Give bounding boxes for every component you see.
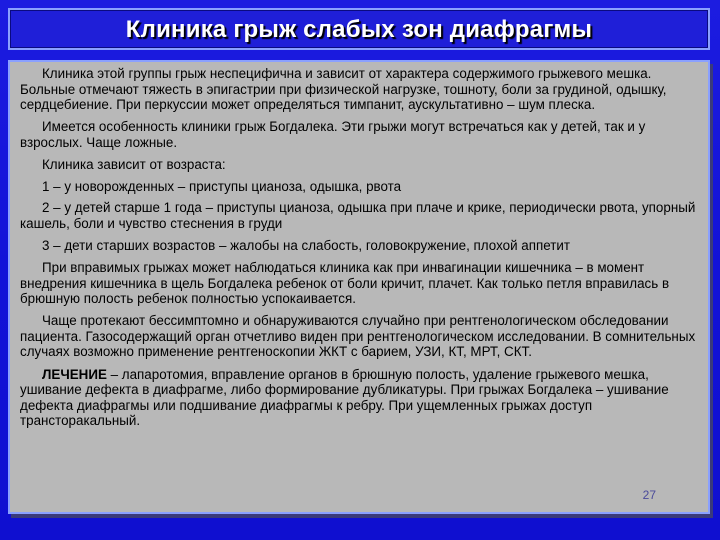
paragraph-clinical-picture: Клиника этой группы грыж неспецифична и зависит от характера содержимого грыжевого мешка. Больные отмечают тяжесть в эпигастрии при физической нагрузке, тошноту, боли за грудиной, одышку, сердцебиение. При перкуссии может определяться тимпанит, аускультативно – шум плеска. xyxy=(20,66,667,113)
paragraph-age-intro: Клиника зависит от возраста: xyxy=(42,156,226,172)
content-box xyxy=(8,60,710,514)
paragraph-bochdalek-feature: Имеется особенность клиники грыж Богдалека. Эти грыжи могут встречаться как у детей, так и у взрослых. Чаще ложные. xyxy=(20,119,646,150)
paragraph-asymptomatic: Чаще протекают бессимптомно и обнаруживаются случайно при рентгенологическом обследовании пациента. Газосодержащий орган отчетливо виден при рентгенологическом исследовании. В сомнительных случаях возможно применение рентгеноскопии ЖКТ с барием, УЗИ, КТ, МРТ, СКТ. xyxy=(20,313,696,360)
paragraph-age-newborns: 1 – у новорожденных – приступы цианоза, одышка, рвота xyxy=(42,178,402,194)
paragraph-age-over-one-year: 2 – у детей старше 1 года – приступы цианоза, одышка при плаче и крике, периодически рвота, упорный кашель, боли и чувство стеснения в груди xyxy=(20,200,696,231)
paragraph-treatment xyxy=(20,367,702,429)
paragraph-age-older-children: 3 – дети старших возрастов – жалобы на слабость, головокружение, плохой аппетит xyxy=(42,237,570,253)
treatment-heading: ЛЕЧЕНИЕ xyxy=(42,366,107,382)
treatment-text: – лапаротомия, вправление органов в брюшную полость, удаление грыжевого мешка, ушивание дефекта в диафрагме, либо формирование дубликатуры. При грыжах Богдалека – ушивание дефекта диафрагмы или подшивание диафрагмы к ребру. При ущемленных грыжах доступ трансторакальный. xyxy=(20,366,669,429)
slide-title: Клиника грыж слабых зон диафрагмы xyxy=(125,16,593,43)
title-bar xyxy=(8,8,710,50)
page-number: 27 xyxy=(642,488,656,503)
paragraph-reducible-hernias: При вправимых грыжах может наблюдаться клиника как при инвагинации кишечника – в момент внедрения кишечника в щель Богдалека ребенок от боли кричит, плачет. Как только петля вправилась в брюшную полость ребенок полностью успокаивается. xyxy=(20,259,670,307)
